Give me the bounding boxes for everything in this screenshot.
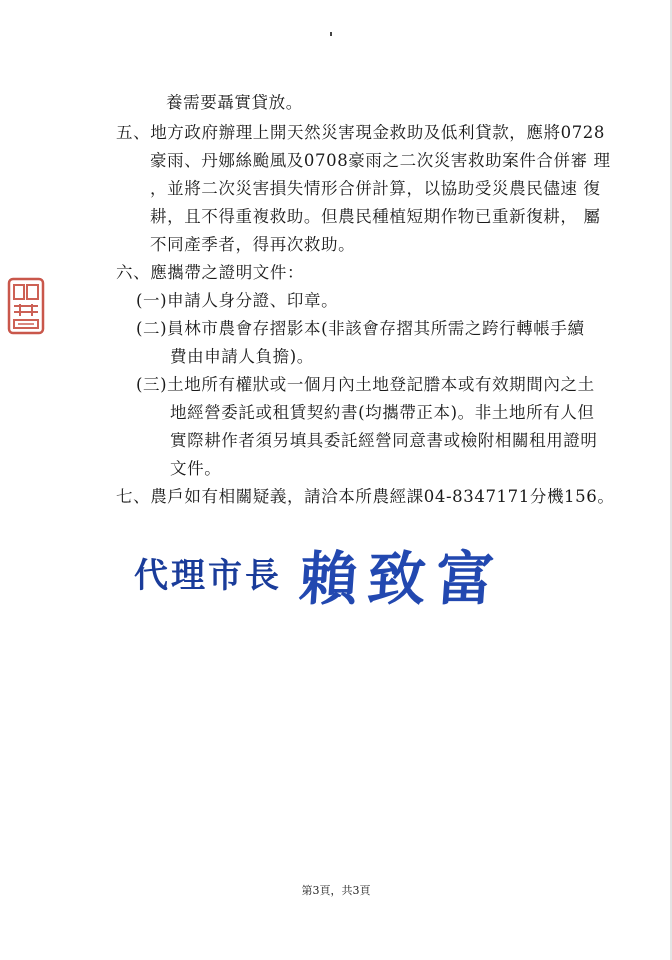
- page-number: 第3頁，共3頁: [301, 884, 371, 897]
- text-line: 豪雨、丹娜絲颱風及0708豪雨之二次災害救助案件合併審 理: [150, 151, 611, 170]
- section-heading-seven: 七、農戶如有相關疑義，請洽本所農經課04-8347171分機156。: [116, 487, 615, 506]
- section-heading-five: 五、地方政府辦理上開天然災害現金救助及低利貸款，應將0728: [116, 123, 605, 142]
- text-line: 不同產季者，得再次救助。: [150, 235, 356, 254]
- signature-block: [128, 528, 528, 613]
- text-line: 耕，且不得重複救助。但農民種植短期作物已重新復耕， 屬: [150, 207, 601, 226]
- list-item: (一)申請人身分證、印章。: [136, 291, 339, 310]
- text-line: 地經營委託或租賃契約書(均攜帶正本)。非土地所有人但: [170, 403, 595, 422]
- signature-title: 代理市長: [134, 556, 282, 596]
- scan-mark: [330, 32, 332, 36]
- section-heading-six: 六、應攜帶之證明文件：: [116, 263, 305, 282]
- list-item: (三)土地所有權狀或一個月內土地登記謄本或有效期間內之土: [136, 375, 595, 394]
- text-line: 實際耕作者須另填具委託經營同意書或檢附相關租用證明: [170, 431, 598, 450]
- side-seal-stamp: [6, 276, 48, 338]
- text-line: 文件。: [170, 459, 222, 478]
- text-line: 養需要聶實貸放。: [166, 93, 303, 112]
- list-item: (二)員林市農會存摺影本(非該會存摺其所需之跨行轉帳手續: [136, 319, 585, 338]
- text-line: 費由申請人負擔)。: [170, 347, 314, 366]
- signature-name: 賴致富: [297, 545, 507, 613]
- text-line: ，並將二次災害損失情形合併計算，以協助受災農民儘速 復: [150, 179, 601, 198]
